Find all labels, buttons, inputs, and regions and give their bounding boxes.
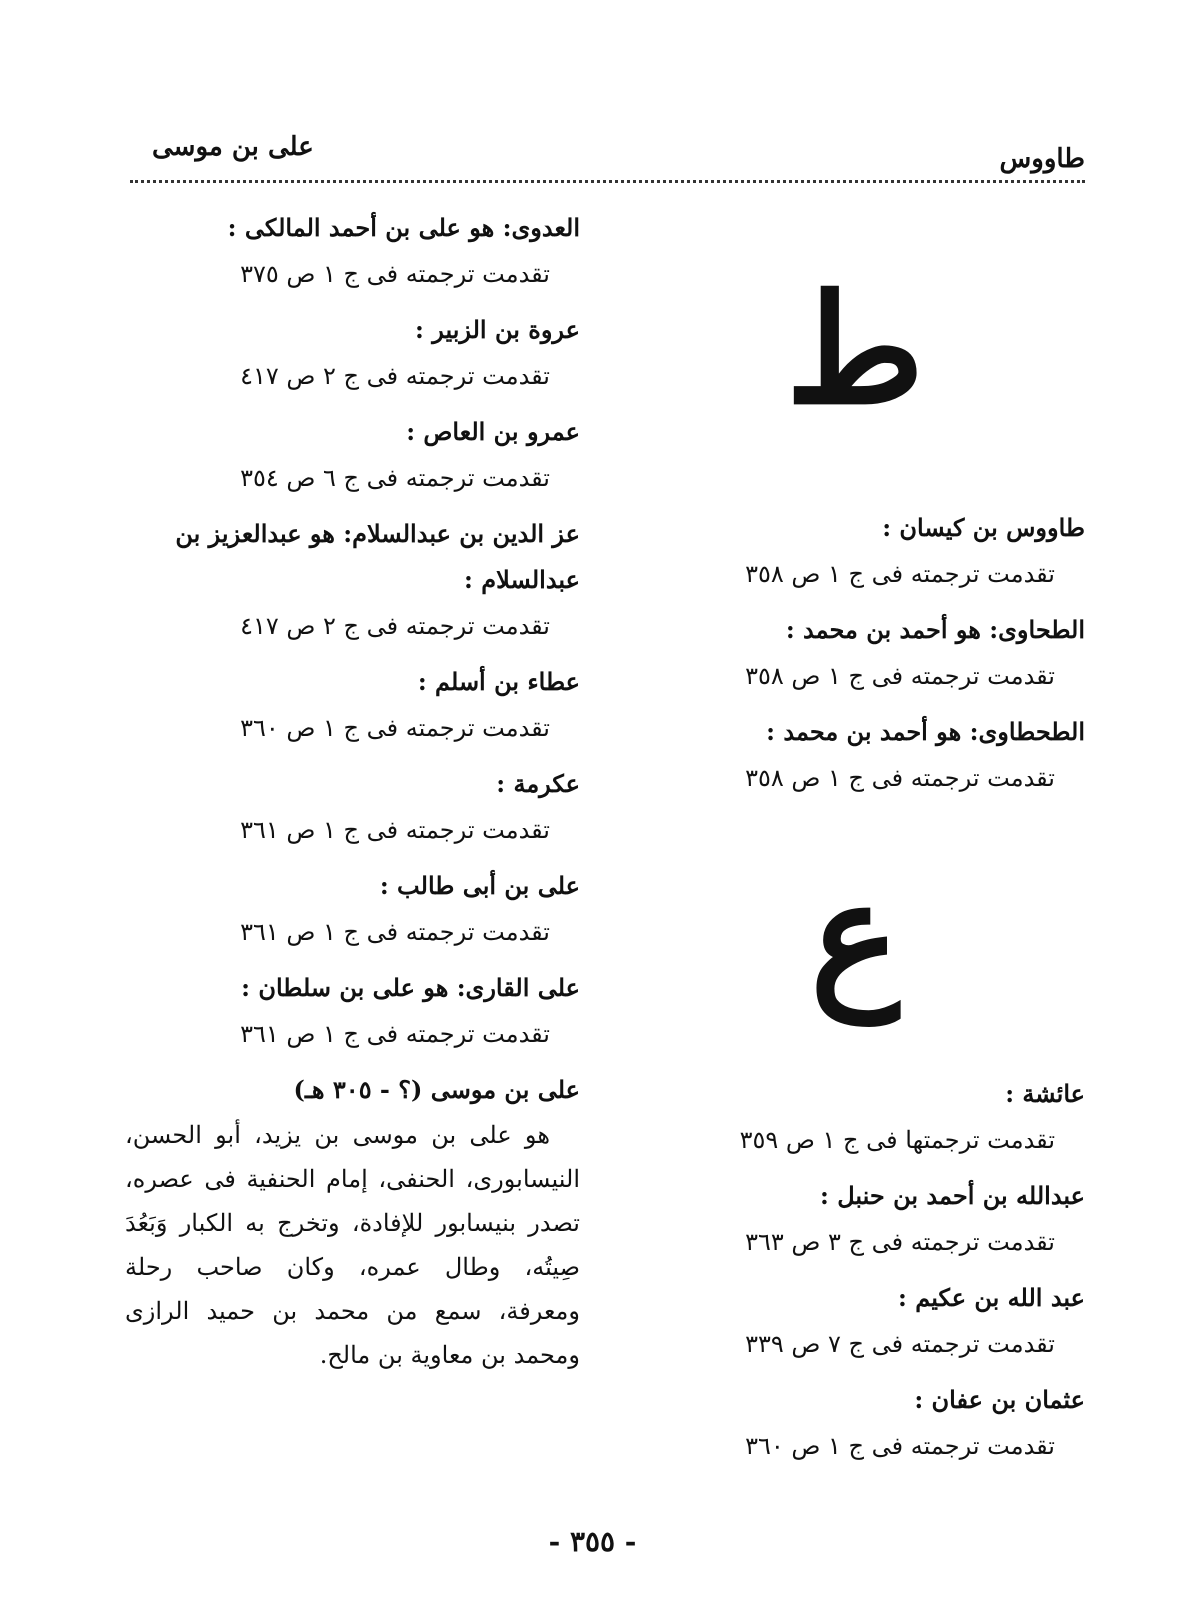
entry-reference: تقدمت ترجمته فى ج ٧ ص ٣٣٩	[745, 1330, 1055, 1358]
entry	[690, 1377, 1085, 1469]
running-header	[130, 130, 1085, 183]
entry-reference: تقدمت ترجمته فى ج ٦ ص ٣٥٤	[240, 464, 550, 492]
entry	[125, 659, 580, 751]
entry	[690, 1173, 1085, 1265]
right-column	[690, 200, 1085, 1479]
page-number: - ٣٥٥ -	[548, 1525, 637, 1558]
bio-paragraph	[125, 1113, 580, 1377]
entry-name: العدوى: هو على بن أحمد المالكى :	[227, 213, 580, 242]
entry	[125, 761, 580, 853]
entry-name: الطحطاوى: هو أحمد بن محمد :	[766, 717, 1085, 746]
entry-name: طاووس بن كيسان :	[882, 513, 1085, 542]
entry-reference: تقدمت ترجمته فى ج ٣ ص ٣٦٣	[745, 1228, 1055, 1256]
header-left-title: على بن موسى	[152, 132, 314, 162]
entry-name: عثمان بن عفان :	[914, 1385, 1085, 1414]
entry-name: عروة بن الزبير :	[415, 315, 580, 344]
entry	[690, 709, 1085, 801]
entry-name: الطحاوى: هو أحمد بن محمد :	[785, 615, 1085, 644]
header-right-title: طاووس	[999, 144, 1085, 174]
entry	[690, 1071, 1085, 1163]
entry-name: عائشة :	[1005, 1079, 1085, 1108]
entry-reference: تقدمت ترجمته فى ج ١ ص ٣٦٠	[240, 714, 550, 742]
entry	[690, 607, 1085, 699]
entry	[125, 409, 580, 501]
entry	[125, 863, 580, 955]
entry-reference: تقدمت ترجمته فى ج ١ ص ٣٦١	[240, 1020, 550, 1048]
entry-reference: تقدمت ترجمته فى ج ١ ص ٣٦١	[240, 816, 550, 844]
entry-reference: تقدمت ترجمتها فى ج ١ ص ٣٥٩	[739, 1126, 1055, 1154]
bio-text: هو على بن موسى بن يزيد، أبو الحسن، النيسابورى، الحنفى، إمام الحنفية فى عصره، تصدر بنيسابور للإفادة، وتخرج به الكبار وَبَعُدَ صِيتُه، وطال عمره، وكان صاحب رحلة ومعرفة، سمع من محمد بن حميد الرازى ومحمد بن معاوية بن مالح.	[125, 1121, 580, 1369]
entry-reference: تقدمت ترجمته فى ج ١ ص ٣٥٨	[745, 764, 1055, 792]
section-letter-ain: ع	[810, 848, 900, 1024]
entry-reference: تقدمت ترجمته فى ج ٢ ص ٤١٧	[240, 362, 550, 390]
entry	[125, 511, 580, 649]
entry-reference: تقدمت ترجمته فى ج ٢ ص ٤١٧	[240, 612, 550, 640]
entry-name: عبدالله بن أحمد بن حنبل :	[820, 1181, 1085, 1210]
entry-name: عز الدين بن عبدالسلام: هو عبدالعزيز بن عبدالسلام :	[175, 519, 580, 594]
entry	[125, 307, 580, 399]
entry	[125, 965, 580, 1057]
entry-name: عبد الله بن عكيم :	[898, 1283, 1085, 1312]
entry-reference: تقدمت ترجمته فى ج ١ ص ٣٥٨	[745, 662, 1055, 690]
entry-reference: تقدمت ترجمته فى ج ١ ص ٣٦١	[240, 918, 550, 946]
bio-heading: على بن موسى (؟ - ٣٠٥ هـ)	[293, 1075, 580, 1104]
entry-name: عكرمة :	[496, 769, 580, 798]
entry-name: عمرو بن العاص :	[406, 417, 580, 446]
entry-name: عطاء بن أسلم :	[417, 667, 580, 696]
entry-reference: تقدمت ترجمته فى ج ١ ص ٣٥٨	[745, 560, 1055, 588]
entry	[125, 205, 580, 297]
entry-reference: تقدمت ترجمته فى ج ١ ص ٣٦٠	[745, 1432, 1055, 1460]
entry-reference: تقدمت ترجمته فى ج ١ ص ٣٧٥	[240, 260, 550, 288]
entry	[690, 505, 1085, 597]
left-column	[125, 205, 580, 1377]
entry-name: على بن أبى طالب :	[379, 871, 580, 900]
entry	[690, 1275, 1085, 1367]
entry-name: على القارى: هو على بن سلطان :	[241, 973, 580, 1002]
section-letter-ta: ط	[785, 262, 925, 438]
